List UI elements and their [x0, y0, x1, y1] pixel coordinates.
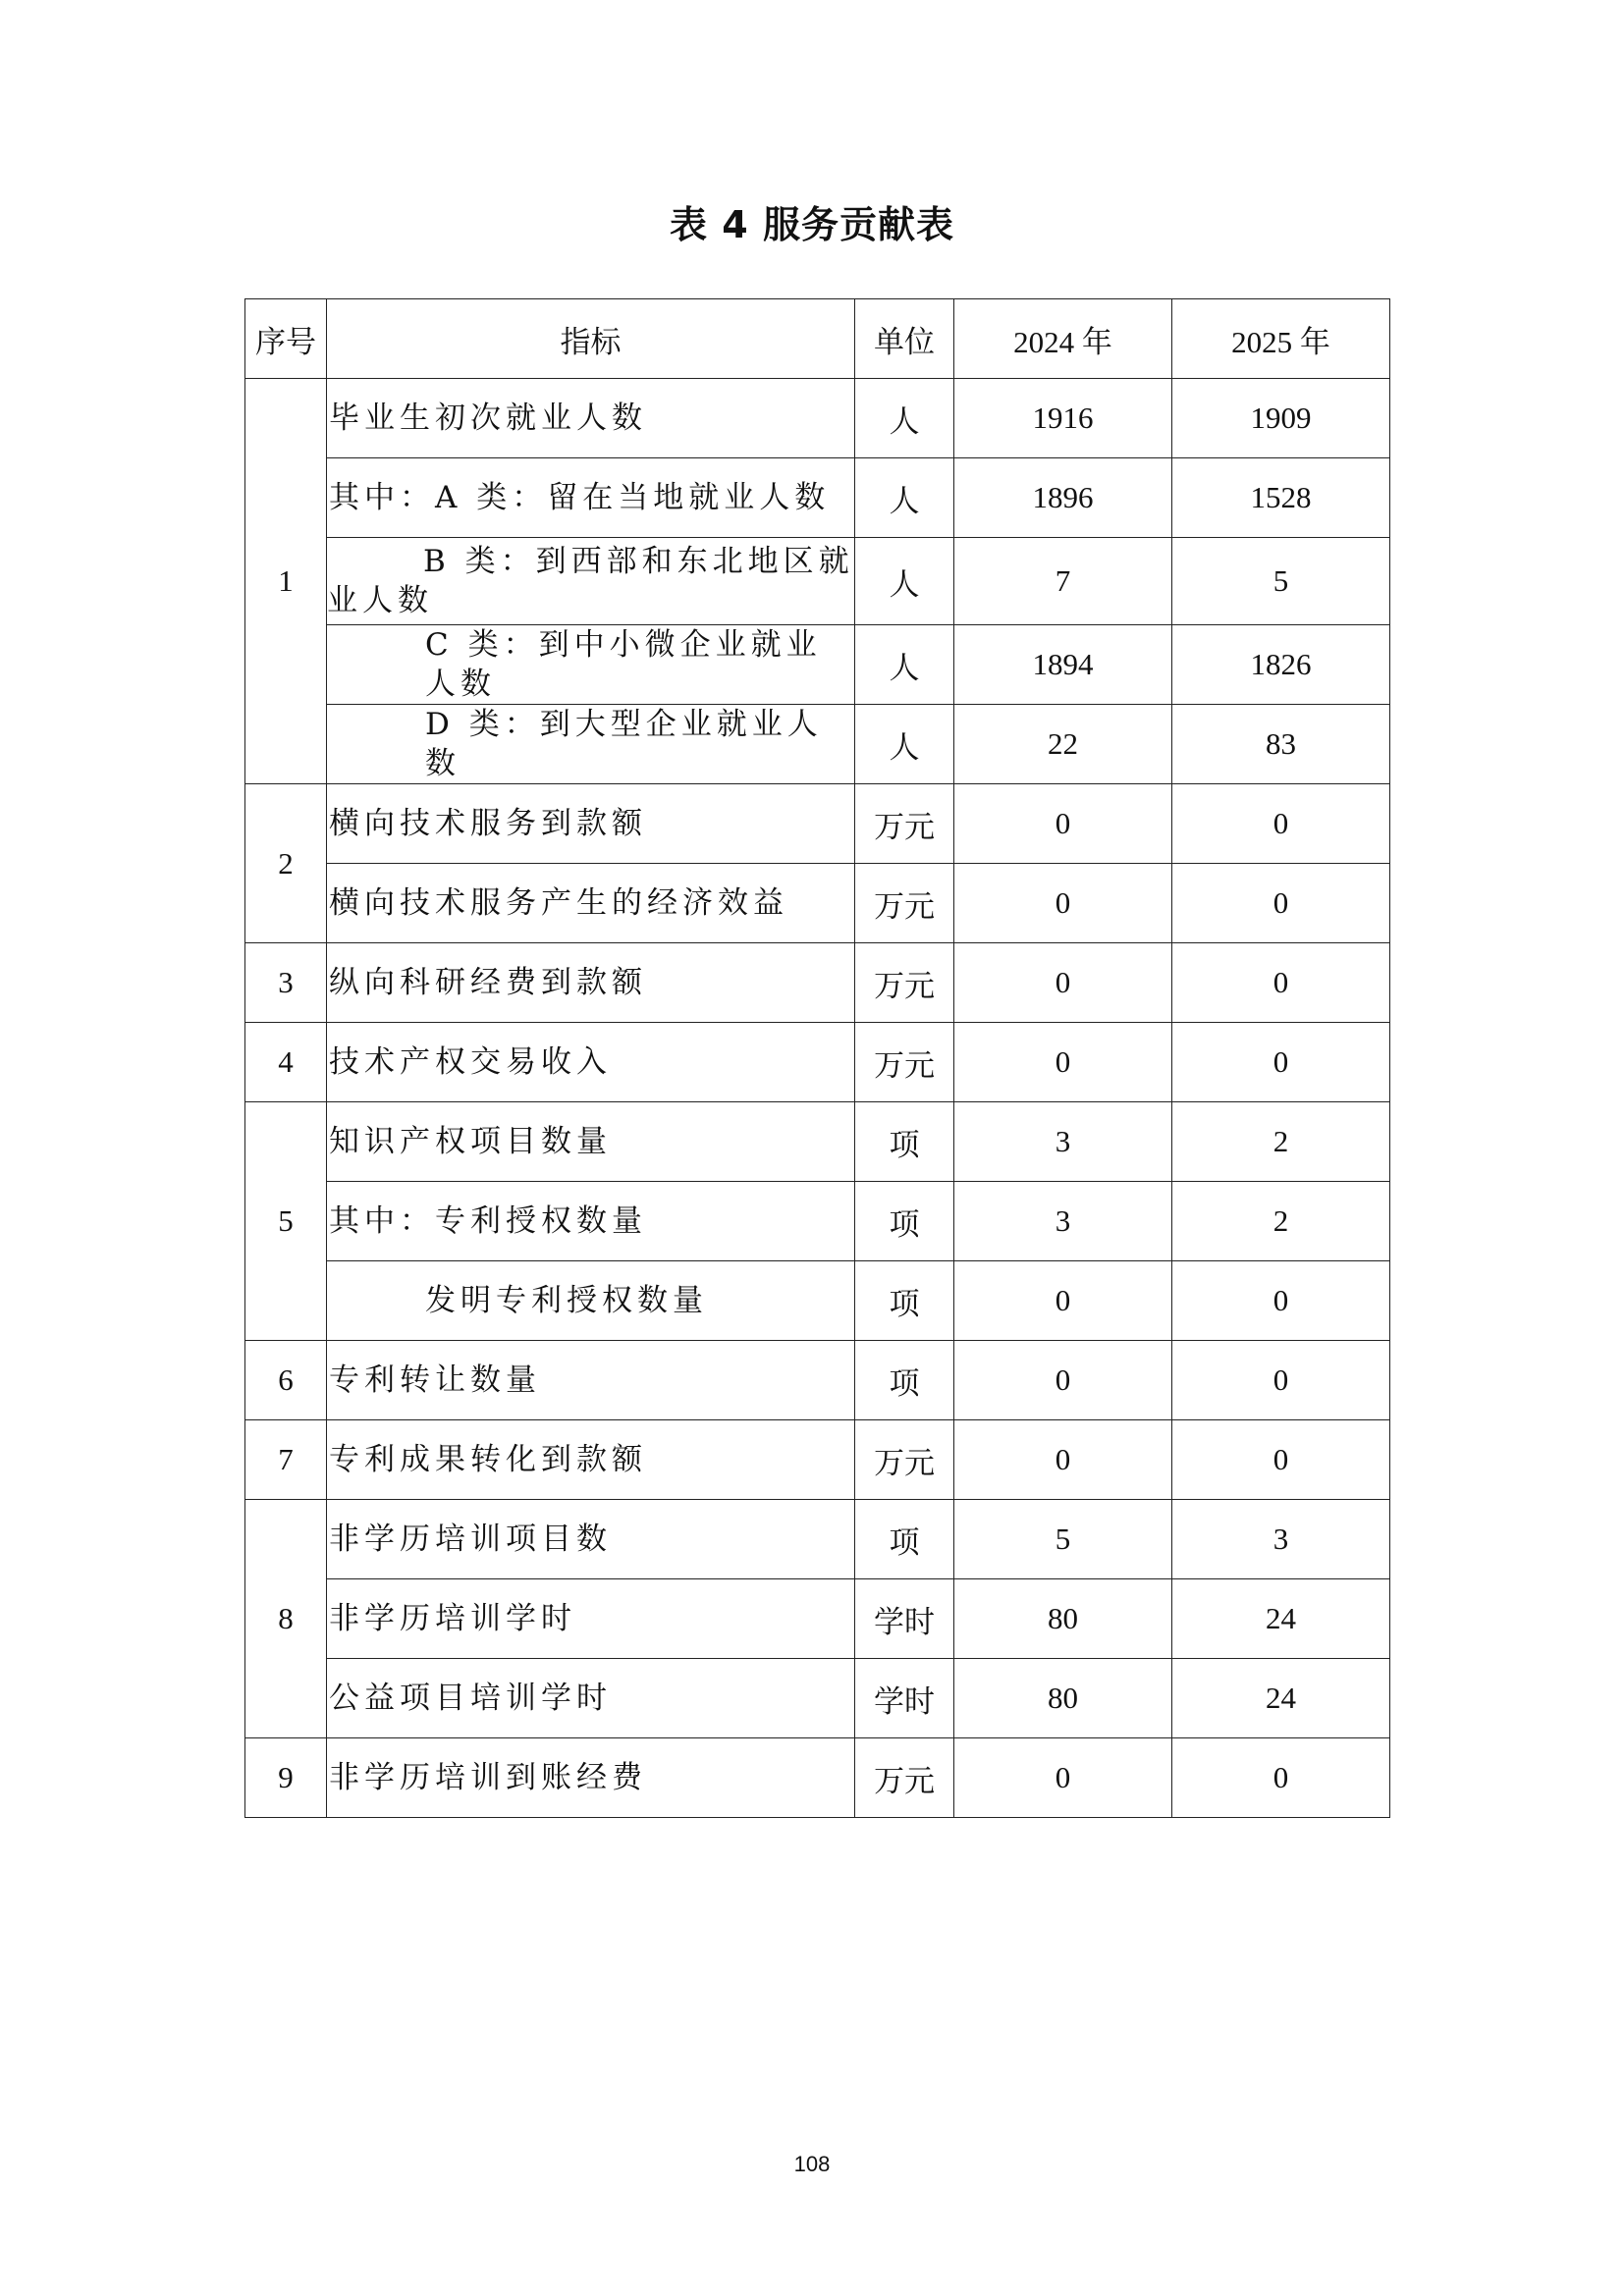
table-title: 表 4 服务贡献表 [670, 203, 954, 246]
unit-cell: 人 [855, 379, 954, 458]
value-2025-cell: 1909 [1172, 379, 1390, 458]
unit-cell: 项 [855, 1341, 954, 1420]
table-row [245, 864, 1390, 943]
value-2025-cell: 1528 [1172, 458, 1390, 538]
unit-cell: 人 [855, 625, 954, 705]
table-row [245, 1420, 1390, 1500]
unit-cell: 万元 [855, 784, 954, 864]
value-2024-cell: 1894 [954, 625, 1172, 705]
value-2025-cell: 2 [1172, 1182, 1390, 1261]
value-2024-cell: 80 [954, 1579, 1172, 1659]
indicator-cell: 发明专利授权数量 [327, 1261, 855, 1341]
indicator-cell: 知识产权项目数量 [327, 1102, 855, 1182]
unit-cell: 万元 [855, 1023, 954, 1102]
seq-cell: 4 [245, 1023, 327, 1102]
seq-cell: 9 [245, 1738, 327, 1818]
indicator-cell: 其中：专利授权数量 [327, 1182, 855, 1261]
header-seq: 序号 [245, 299, 327, 379]
value-2025-cell: 0 [1172, 1738, 1390, 1818]
unit-cell: 项 [855, 1182, 954, 1261]
value-2024-cell: 3 [954, 1102, 1172, 1182]
value-2024-cell: 5 [954, 1500, 1172, 1579]
unit-cell: 学时 [855, 1659, 954, 1738]
unit-cell: 万元 [855, 1738, 954, 1818]
header-year-2025: 2025 年 [1172, 299, 1390, 379]
value-2025-cell: 2 [1172, 1102, 1390, 1182]
value-2024-cell: 0 [954, 1341, 1172, 1420]
unit-cell: 万元 [855, 864, 954, 943]
table-header-row [245, 299, 1390, 379]
seq-cell: 5 [245, 1102, 327, 1341]
indicator-cell: C 类：到中小微企业就业人数 [327, 625, 855, 705]
seq-cell: 2 [245, 784, 327, 943]
value-2025-cell: 0 [1172, 784, 1390, 864]
indicator-cell: 非学历培训学时 [327, 1579, 855, 1659]
indicator-cell: D 类：到大型企业就业人数 [327, 705, 855, 784]
value-2024-cell: 0 [954, 784, 1172, 864]
value-2024-cell: 7 [954, 538, 1172, 625]
seq-cell: 8 [245, 1500, 327, 1738]
value-2024-cell: 1896 [954, 458, 1172, 538]
unit-cell: 万元 [855, 943, 954, 1023]
value-2024-cell: 80 [954, 1659, 1172, 1738]
table-row [245, 458, 1390, 538]
value-2025-cell: 24 [1172, 1659, 1390, 1738]
indicator-cell: 公益项目培训学时 [327, 1659, 855, 1738]
header-unit: 单位 [855, 299, 954, 379]
value-2025-cell: 0 [1172, 1023, 1390, 1102]
value-2024-cell: 22 [954, 705, 1172, 784]
header-indicator: 指标 [327, 299, 855, 379]
unit-cell: 项 [855, 1102, 954, 1182]
table-row [245, 705, 1390, 784]
value-2024-cell: 3 [954, 1182, 1172, 1261]
unit-cell: 项 [855, 1500, 954, 1579]
seq-cell: 1 [245, 379, 327, 784]
indicator-cell [327, 538, 855, 625]
value-2025-cell: 0 [1172, 943, 1390, 1023]
value-2025-cell: 5 [1172, 538, 1390, 625]
page-number: 108 [793, 2152, 831, 2176]
indicator-cell: 横向技术服务产生的经济效益 [327, 864, 855, 943]
header-year-2024: 2024 年 [954, 299, 1172, 379]
table-row [245, 784, 1390, 864]
value-2024-cell: 0 [954, 1023, 1172, 1102]
indicator-cell: 非学历培训到账经费 [327, 1738, 855, 1818]
indicator-text: B 类：到西部和东北地区就业人数 [327, 544, 854, 618]
value-2025-cell: 0 [1172, 864, 1390, 943]
value-2025-cell: 1826 [1172, 625, 1390, 705]
indicator-cell: 非学历培训项目数 [327, 1500, 855, 1579]
seq-cell: 7 [245, 1420, 327, 1500]
unit-cell: 项 [855, 1261, 954, 1341]
table-row [245, 538, 1390, 625]
unit-cell: 人 [855, 705, 954, 784]
value-2025-cell: 24 [1172, 1579, 1390, 1659]
indicator-cell: 横向技术服务到款额 [327, 784, 855, 864]
table-row [245, 1341, 1390, 1420]
indicator-cell: 技术产权交易收入 [327, 1023, 855, 1102]
unit-cell: 万元 [855, 1420, 954, 1500]
service-contribution-table [244, 298, 1390, 1818]
value-2024-cell: 0 [954, 1420, 1172, 1500]
table-row [245, 625, 1390, 705]
value-2024-cell: 0 [954, 1738, 1172, 1818]
value-2024-cell: 0 [954, 1261, 1172, 1341]
unit-cell: 学时 [855, 1579, 954, 1659]
indicator-cell: 毕业生初次就业人数 [327, 379, 855, 458]
table-row [245, 1500, 1390, 1579]
indicator-cell: 专利转让数量 [327, 1341, 855, 1420]
indicator-cell: 专利成果转化到款额 [327, 1420, 855, 1500]
value-2024-cell: 1916 [954, 379, 1172, 458]
value-2024-cell: 0 [954, 864, 1172, 943]
table-row [245, 1659, 1390, 1738]
table-row [245, 1738, 1390, 1818]
seq-cell: 3 [245, 943, 327, 1023]
indicator-cell: 其中：A 类：留在当地就业人数 [327, 458, 855, 538]
value-2025-cell: 0 [1172, 1261, 1390, 1341]
table-row [245, 943, 1390, 1023]
value-2025-cell: 83 [1172, 705, 1390, 784]
table-row [245, 1182, 1390, 1261]
value-2025-cell: 3 [1172, 1500, 1390, 1579]
indicator-cell: 纵向科研经费到款额 [327, 943, 855, 1023]
value-2025-cell: 0 [1172, 1420, 1390, 1500]
table-row [245, 1261, 1390, 1341]
value-2024-cell: 0 [954, 943, 1172, 1023]
unit-cell: 人 [855, 458, 954, 538]
table-row [245, 1579, 1390, 1659]
table-row [245, 1023, 1390, 1102]
seq-cell: 6 [245, 1341, 327, 1420]
value-2025-cell: 0 [1172, 1341, 1390, 1420]
unit-cell: 人 [855, 538, 954, 625]
table-row [245, 1102, 1390, 1182]
table-row [245, 379, 1390, 458]
